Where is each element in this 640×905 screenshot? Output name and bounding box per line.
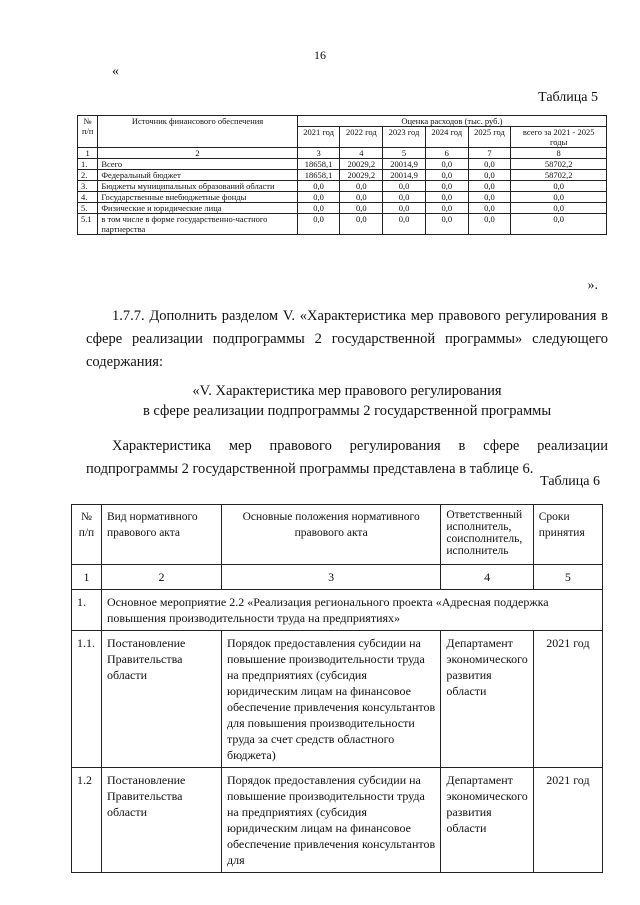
table5-index-cell: 2 xyxy=(98,148,297,159)
table5-num: 5.1 xyxy=(78,214,98,235)
table6-header-row xyxy=(72,505,603,565)
table5-value: 0,0 xyxy=(383,192,426,203)
table5-index-cell: 4 xyxy=(340,148,383,159)
table5-value: 0,0 xyxy=(468,181,511,192)
table5-value: 0,0 xyxy=(383,181,426,192)
table5-caption: Таблица 5 xyxy=(538,90,598,105)
table-row xyxy=(78,170,607,181)
paragraph-2: Характеристика мер правового регулирования в сфере реализации подпрограммы 2 государственной программы представлена в таблице 6. xyxy=(86,438,608,477)
table5-value: 0,0 xyxy=(297,192,340,203)
table5-year: 2021 год xyxy=(297,127,340,148)
table6-event-row xyxy=(72,590,603,631)
table5-value: 0,0 xyxy=(340,192,383,203)
table6-index-cell: 1 xyxy=(72,565,102,590)
table5-source: Бюджеты муниципальных образований области xyxy=(98,181,297,192)
table5-value: 0,0 xyxy=(468,214,511,235)
table-row xyxy=(78,159,607,170)
table5-value: 20029,2 xyxy=(340,170,383,181)
table6-index-cell: 2 xyxy=(101,565,221,590)
table6-executor: Департамент экономического развития области xyxy=(441,631,533,768)
table6-event-text: Основное мероприятие 2.2 «Реализация регионального проекта «Адресная поддержка повышения производительности труда на предприятиях» xyxy=(101,590,602,631)
table5-value: 0,0 xyxy=(297,214,340,235)
section-title-line-2: в сфере реализации подпрограммы 2 государственной программы xyxy=(142,403,552,419)
table6-num: 1.2 xyxy=(72,768,102,873)
table5-num: 5. xyxy=(78,203,98,214)
table5-value: 0,0 xyxy=(425,214,468,235)
opening-quote: « xyxy=(112,64,119,79)
table6 xyxy=(71,504,603,873)
table5-value: 0,0 xyxy=(511,181,607,192)
table5-value: 0,0 xyxy=(297,181,340,192)
table5-value: 0,0 xyxy=(511,203,607,214)
table6-executor: Департамент экономического развития области xyxy=(441,768,533,873)
table6-caption: Таблица 6 xyxy=(540,474,600,489)
page-number: 16 xyxy=(314,48,326,62)
table6-provisions: Порядок предоставления субсидии на повышение производительности труда на предприятиях (субсидия юридическим лицам на финансовое обеспечение привлечения консультантов для повышения производительности труда за счет средств областного бюджета) xyxy=(221,631,440,768)
table5-year: 2024 год xyxy=(425,127,468,148)
table5-value: 58702,2 xyxy=(511,159,607,170)
table5-value: 0,0 xyxy=(340,203,383,214)
table5-header-row xyxy=(78,116,607,127)
table5-year-total: всего за 2021 - 2025 годы xyxy=(511,127,607,148)
table5-index-cell: 6 xyxy=(425,148,468,159)
paragraph-1: 1.7.7. Дополнить разделом V. «Характеристика мер правового регулирования в сфере реализации подпрограммы 2 государственной программы» следующего содержания: xyxy=(86,308,608,370)
table-row xyxy=(78,192,607,203)
table5-value: 0,0 xyxy=(297,203,340,214)
table-row xyxy=(78,181,607,192)
table5-value: 0,0 xyxy=(425,192,468,203)
table5-value: 20029,2 xyxy=(340,159,383,170)
table5-source: Физические и юридические лица xyxy=(98,203,297,214)
table-row xyxy=(78,214,607,235)
table5-value: 0,0 xyxy=(511,192,607,203)
table5-source: в том числе в форме государственно-частного партнерства xyxy=(98,214,297,235)
table5-header-source: Источник финансового обеспечения xyxy=(98,116,297,148)
table6-index-row xyxy=(72,565,603,590)
table5-value: 0,0 xyxy=(468,203,511,214)
table5-value: 0,0 xyxy=(383,203,426,214)
table5-value: 18658,1 xyxy=(297,159,340,170)
table5-value: 0,0 xyxy=(425,203,468,214)
table5-index-cell: 8 xyxy=(511,148,607,159)
table-row xyxy=(72,768,603,873)
table5-value: 20014,9 xyxy=(383,170,426,181)
table6-index-cell: 5 xyxy=(533,565,602,590)
table6-deadline: 2021 год xyxy=(533,631,602,768)
table5-year: 2022 год xyxy=(340,127,383,148)
table5-value: 0,0 xyxy=(425,159,468,170)
table5-closing-quote: ». xyxy=(587,278,598,293)
table5-header-estimate: Оценка расходов (тыс. руб.) xyxy=(297,116,606,127)
table6-num: 1.1. xyxy=(72,631,102,768)
table5-index-cell: 5 xyxy=(383,148,426,159)
table5-value: 20014,9 xyxy=(383,159,426,170)
table5-value: 0,0 xyxy=(511,214,607,235)
table5-source: Всего xyxy=(98,159,297,170)
table6-header-executor: Ответственный исполнитель, соисполнитель, исполнитель xyxy=(441,505,533,565)
table5-value: 18658,1 xyxy=(297,170,340,181)
table6-type: Постановление Правительства области xyxy=(101,768,221,873)
table5-num: 1. xyxy=(78,159,98,170)
table5-num: 2. xyxy=(78,170,98,181)
table5-year: 2023 год xyxy=(383,127,426,148)
table5-index-cell: 3 xyxy=(297,148,340,159)
table5-index-row xyxy=(78,148,607,159)
table5-value: 58702,2 xyxy=(511,170,607,181)
table6-header-num: № п/п xyxy=(72,505,102,565)
table6-header-type: Вид нормативного правового акта xyxy=(101,505,221,565)
table6-deadline: 2021 год xyxy=(533,768,602,873)
table5-value: 0,0 xyxy=(425,170,468,181)
table-row xyxy=(72,631,603,768)
table5-index-cell: 1 xyxy=(78,148,98,159)
table5-num: 3. xyxy=(78,181,98,192)
table6-type: Постановление Правительства области xyxy=(101,631,221,768)
table5-value: 0,0 xyxy=(425,181,468,192)
table5-source: Федеральный бюджет xyxy=(98,170,297,181)
table6-header-provisions: Основные положения нормативного правового акта xyxy=(221,505,440,565)
section-title-line-1: «V. Характеристика мер правового регулирования xyxy=(192,383,502,399)
table5-index-cell: 7 xyxy=(468,148,511,159)
table5-value: 0,0 xyxy=(340,181,383,192)
table5-header-num: № п/п xyxy=(78,116,98,148)
table5 xyxy=(77,115,607,235)
table6-header-deadline: Сроки принятия xyxy=(533,505,602,565)
table5-value: 0,0 xyxy=(383,214,426,235)
table6-index-cell: 4 xyxy=(441,565,533,590)
table-row xyxy=(78,203,607,214)
table5-year: 2025 год xyxy=(468,127,511,148)
table6-index-cell: 3 xyxy=(221,565,440,590)
table5-value: 0,0 xyxy=(468,170,511,181)
table5-num: 4. xyxy=(78,192,98,203)
table6-provisions: Порядок предоставления субсидии на повышение производительности труда на предприятиях (субсидия юридическим лицам на финансовое обеспечение привлечения консультантов для xyxy=(221,768,440,873)
table5-source: Государственные внебюджетные фонды xyxy=(98,192,297,203)
table5-value: 0,0 xyxy=(340,214,383,235)
table5-value: 0,0 xyxy=(468,159,511,170)
table5-value: 0,0 xyxy=(468,192,511,203)
table6-event-num: 1. xyxy=(72,590,102,631)
